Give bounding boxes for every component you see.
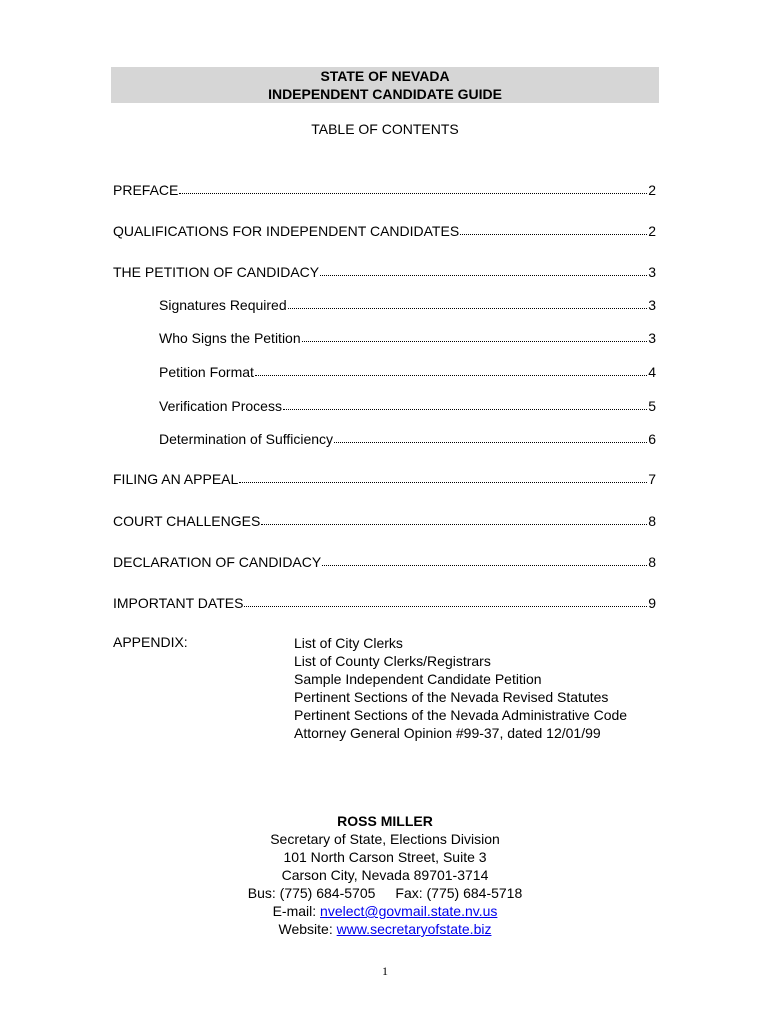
toc-heading: TABLE OF CONTENTS — [311, 121, 459, 137]
document-title-banner — [111, 67, 659, 103]
contact-phone-line — [0, 884, 770, 902]
title-line-guide: INDEPENDENT CANDIDATE GUIDE — [268, 86, 502, 102]
contact-website-link[interactable]: www.secretaryofstate.biz — [336, 921, 492, 937]
contact-website-label: Website: — [278, 921, 337, 937]
toc-entry-page: 2 — [648, 182, 656, 198]
toc-leader-dots — [239, 470, 647, 483]
toc-entry-signatures-required — [159, 296, 656, 314]
toc-entry-label: Signatures Required — [159, 297, 287, 313]
toc-entry-label: Petition Format — [159, 364, 254, 380]
appendix-item: List of County Clerks/Registrars — [294, 653, 491, 669]
toc-entry-page: 8 — [648, 513, 656, 529]
toc-entry-label: QUALIFICATIONS FOR INDEPENDENT CANDIDATES — [113, 223, 460, 239]
toc-leader-dots — [322, 553, 647, 566]
toc-leader-dots — [179, 181, 647, 194]
toc-leader-dots — [255, 363, 647, 376]
toc-leader-dots — [288, 296, 648, 309]
contact-name: ROSS MILLER — [337, 813, 433, 829]
toc-leader-dots — [334, 430, 647, 443]
toc-entry-declaration-of-candidacy — [113, 553, 656, 571]
toc-leader-dots — [320, 263, 647, 276]
toc-entry-label: Who Signs the Petition — [159, 330, 301, 346]
toc-entry-who-signs — [159, 329, 656, 347]
toc-entry-page: 7 — [648, 471, 656, 487]
toc-entry-page: 3 — [648, 330, 656, 346]
toc-entry-label: IMPORTANT DATES — [113, 595, 244, 611]
toc-entry-filing-an-appeal — [113, 470, 656, 488]
toc-entry-important-dates — [113, 594, 656, 612]
toc-entry-label: THE PETITION OF CANDIDACY — [113, 264, 320, 280]
toc-entry-page: 5 — [648, 398, 656, 414]
contact-street: 101 North Carson Street, Suite 3 — [283, 849, 487, 865]
toc-entry-label: DECLARATION OF CANDIDACY — [113, 554, 322, 570]
appendix-item: Pertinent Sections of the Nevada Revised Statutes — [294, 689, 609, 705]
contact-website-line — [0, 920, 770, 938]
contact-email-link[interactable]: nvelect@govmail.state.nv.us — [320, 903, 498, 919]
appendix-list — [294, 634, 627, 742]
toc-leader-dots — [261, 512, 647, 525]
contact-city: Carson City, Nevada 89701-3714 — [281, 867, 489, 883]
toc-leader-dots — [283, 397, 647, 410]
appendix-item: Attorney General Opinion #99-37, dated 12/01/99 — [294, 725, 601, 741]
toc-entry-page: 4 — [648, 364, 656, 380]
contact-fax: Fax: (775) 684-5718 — [395, 885, 523, 901]
toc-entry-petition-of-candidacy — [113, 263, 656, 281]
toc-entry-verification-process — [159, 397, 656, 415]
toc-entry-page: 8 — [648, 554, 656, 570]
toc-entry-page: 2 — [648, 223, 656, 239]
appendix-item: List of City Clerks — [294, 635, 403, 651]
toc-entry-label: FILING AN APPEAL — [113, 471, 239, 487]
contact-block — [0, 812, 770, 938]
toc-entry-label: PREFACE — [113, 182, 179, 198]
appendix-label: APPENDIX: — [113, 634, 188, 650]
toc-entry-court-challenges — [113, 512, 656, 530]
contact-office: Secretary of State, Elections Division — [270, 831, 500, 847]
toc-entry-petition-format — [159, 363, 656, 381]
toc-leader-dots — [302, 329, 648, 342]
contact-email-line — [0, 902, 770, 920]
toc-entry-page: 6 — [648, 431, 656, 447]
toc-entry-label: Determination of Sufficiency — [159, 431, 334, 447]
toc-entry-label: Verification Process — [159, 398, 282, 414]
toc-entry-page: 9 — [648, 595, 656, 611]
toc-entry-determination-of-sufficiency — [159, 430, 656, 448]
toc-entry-page: 3 — [648, 264, 656, 280]
contact-email-label: E-mail: — [272, 903, 321, 919]
title-line-state: STATE OF NEVADA — [320, 68, 450, 84]
toc-leader-dots — [460, 222, 647, 235]
appendix-item: Sample Independent Candidate Petition — [294, 671, 542, 687]
page-number: 1 — [382, 964, 388, 978]
toc-entry-preface — [113, 181, 656, 199]
toc-leader-dots — [244, 594, 647, 607]
toc-entry-qualifications — [113, 222, 656, 240]
toc-entry-label: COURT CHALLENGES — [113, 513, 261, 529]
contact-bus-phone: Bus: (775) 684-5705 — [247, 885, 376, 901]
toc-entry-page: 3 — [648, 297, 656, 313]
appendix-item: Pertinent Sections of the Nevada Administrative Code — [294, 707, 628, 723]
